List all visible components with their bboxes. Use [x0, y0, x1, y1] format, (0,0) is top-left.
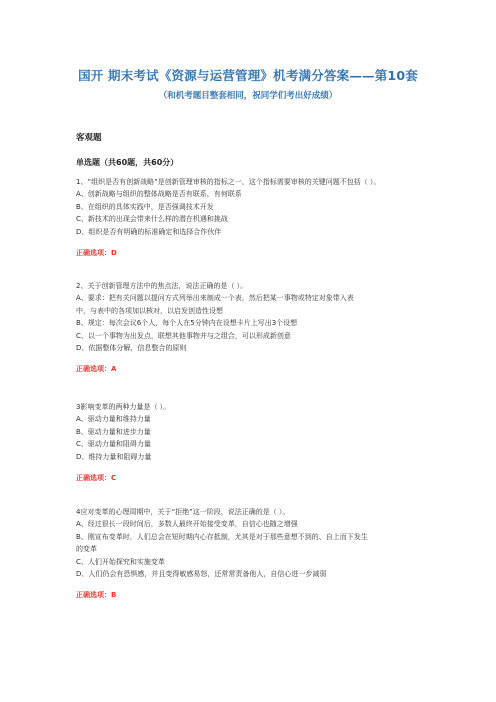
page-subtitle: （和机考题目整套相同，祝同学们考出好成绩）	[158, 91, 338, 101]
option-b: B、规定：每次会议6个人，每个人在5分钟内在设想卡片上写出3个设想	[76, 319, 298, 328]
option-d: D、维持力量和阻碍力量	[76, 452, 152, 461]
option-a: A、驱动力量和维持力量	[76, 415, 151, 424]
question-text: 1、“组织是否有创新战略”是创新管理审核的指标之一，这个指标需要审核的关键问题不包括（ ）。	[76, 178, 381, 186]
correct-answer: 正确选项：D	[76, 249, 117, 258]
option-a-continued: 中，与表中的各项加以核对，以启发创造性设想	[76, 306, 223, 315]
question-group-label: 单选题（共60题，共60分）	[76, 158, 179, 167]
option-b: B、在组织的具体实践中，是否强调技术开发	[76, 202, 214, 211]
option-a: A、创新战略与组织的整体战略是否有联系，有何联系	[76, 190, 242, 199]
page-title: 国开 期末考试《资源与运营管理》机考满分答案——第10套	[78, 68, 418, 83]
option-d: D、依据整体分解，信息整合的原则	[76, 344, 187, 353]
option-c: C、以一个事物为出发点，联想其他事物并与之组合，可以形成新创意	[76, 331, 291, 340]
option-d: D、人们仍会有恐惧感，并且变得敏感易怒，还常常责备他人，自信心进一步减弱	[76, 570, 327, 579]
question-block-2	[76, 280, 422, 375]
option-b: B、刚宣布变革时，人们总会在短时期内心存抵制，尤其是对于那些意想不到的、自上而下发生	[76, 532, 368, 541]
question-text: 3影响变革的两种力量是（ ）。	[76, 403, 171, 411]
option-c: C、驱动力量和阻碍力量	[76, 440, 151, 449]
question-block-3	[76, 401, 422, 484]
question-block-4	[76, 506, 422, 601]
option-a: A、要求：把有关问题以提问方式列举出来制成一个表，然后把某一事物或特定对象带入表	[76, 294, 354, 303]
correct-answer: 正确选项：A	[76, 365, 117, 374]
question-block-1	[76, 176, 422, 259]
option-b: B、驱动力量和进步力量	[76, 427, 151, 436]
correct-answer: 正确选项：B	[76, 591, 117, 600]
option-b-continued: 的变革	[76, 545, 97, 554]
question-text: 4应对变革的心理周期中，关于“拒绝”这一阶段，说法正确的是（ ）。	[76, 508, 290, 516]
question-text: 2、关于创新管理方法中的焦点法，说法正确的是（ ）。	[76, 282, 248, 290]
section-label: 客观题	[76, 133, 102, 143]
option-c: C、人们开始探究和实施变革	[76, 557, 165, 566]
correct-answer: 正确选项：C	[76, 474, 117, 483]
option-a: A、经过很长一段时间后，多数人最终开始接受变革，自信心也随之增强	[76, 520, 298, 529]
option-c: C、新技术的出现会带来什么样的潜在机遇和挑战	[76, 215, 228, 224]
option-d: D、组织是否有明确的标准确定和选择合作伙伴	[76, 227, 222, 236]
